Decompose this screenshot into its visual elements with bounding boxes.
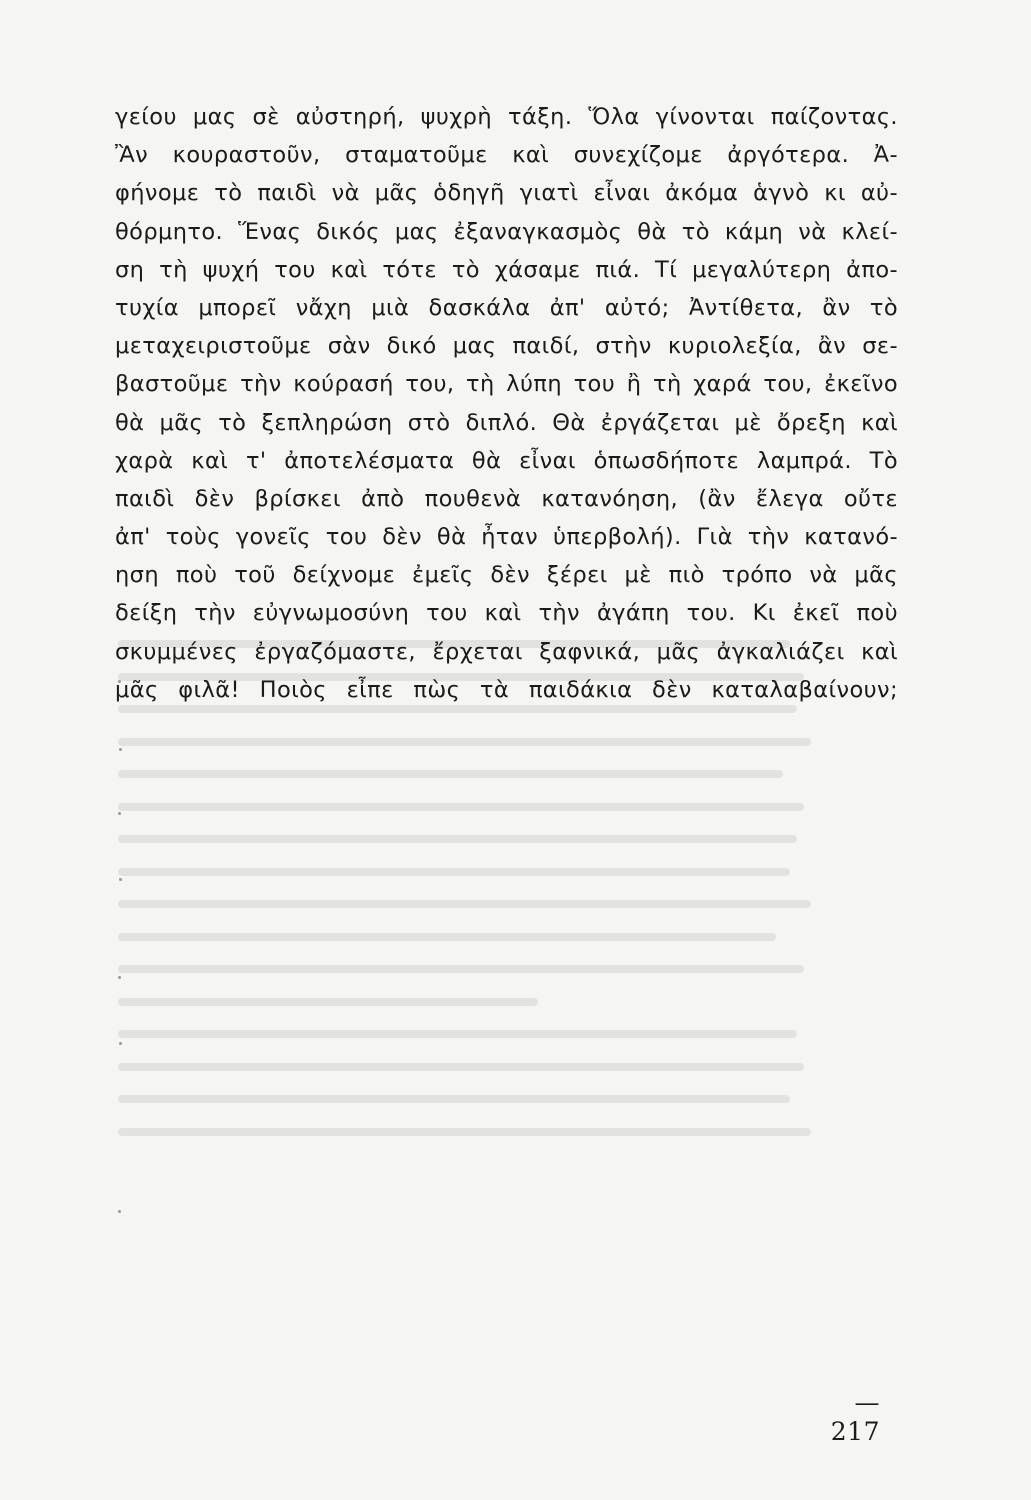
scan-speck [118,812,121,815]
text-line: ση τὴ ψυχή του καὶ τότε τὸ χάσαμε πιά. Τί μεγαλύτερη ἀπο- [115,256,898,283]
text-line: φήνομε τὸ παιδὶ νὰ μᾶς ὁδηγῆ γιατὶ εἶναι ἀκόμα ἁγνὸ κι αὐ- [115,180,898,207]
text-line: δείξη τὴν εὐγνωμοσύνη του καὶ τὴν ἀγάπη του. Κι ἐκεῖ ποὺ [115,600,898,627]
body-text [115,98,898,709]
text-line: θόρμητο. Ἕνας δικός μας ἐξαναγκασμὸς θὰ τὸ κάμη νὰ κλεί- [115,218,898,245]
text-line: ἀπ' τοὺς γονεῖς του δὲν θὰ ἦταν ὑπερβολή). Γιὰ τὴν κατανό- [115,524,898,551]
text-line: θὰ μᾶς τὸ ξεπληρώση στὸ διπλό. Θὰ ἐργάζεται μὲ ὄρεξη καὶ [115,409,898,436]
text-line: παιδὶ δὲν βρίσκει ἀπὸ πουθενὰ κατανόηση, (ἂν ἔλεγα οὔτε [115,485,898,512]
text-line: γείου μας σὲ αὐστηρή, ψυχρὴ τάξη. Ὅλα γίνονται παίζοντας. [115,104,898,130]
scan-speck [118,976,121,979]
text-line: βαστοῦμε τὴν κούρασή του, τὴ λύπη του ἢ τὴ χαρά του, ἐκεῖνο [115,371,898,398]
text-line: τυχία μπορεῖ νἄχη μιὰ δασκάλα ἀπ' αὐτό; Ἀντίθετα, ἂν τὸ [115,294,898,321]
scan-speck [118,1210,121,1213]
text-line: σκυμμένες ἐργαζόμαστε, ἔρχεται ξαφνικά, μᾶς ἀγκαλιάζει καὶ [115,638,898,665]
text-line: Ἂν κουραστοῦν, σταματοῦμε καὶ συνεχίζομε ἀργότερα. Ἀ- [115,142,898,169]
scan-speck [119,748,122,751]
bleed-through-text [118,640,818,1160]
scan-speck [119,1042,122,1045]
page-number: — 217 [830,1388,880,1446]
scan-speck [119,878,122,881]
text-line: μᾶς φιλᾶ! Ποιὸς εἶπε πὼς τὰ παιδάκια δὲν καταλαβαίνουν; [115,676,898,703]
text-line: χαρὰ καὶ τ' ἀποτελέσματα θὰ εἶναι ὁπωσδήποτε λαμπρά. Τὸ [115,447,898,474]
text-line: ηση ποὺ τοῦ δείχνομε ἐμεῖς δὲν ξέρει μὲ πιὸ τρόπο νὰ μᾶς [115,562,898,589]
text-line: μεταχειριστοῦμε σὰν δικό μας παιδί, στὴν κυριολεξία, ἂν σε- [115,333,898,360]
